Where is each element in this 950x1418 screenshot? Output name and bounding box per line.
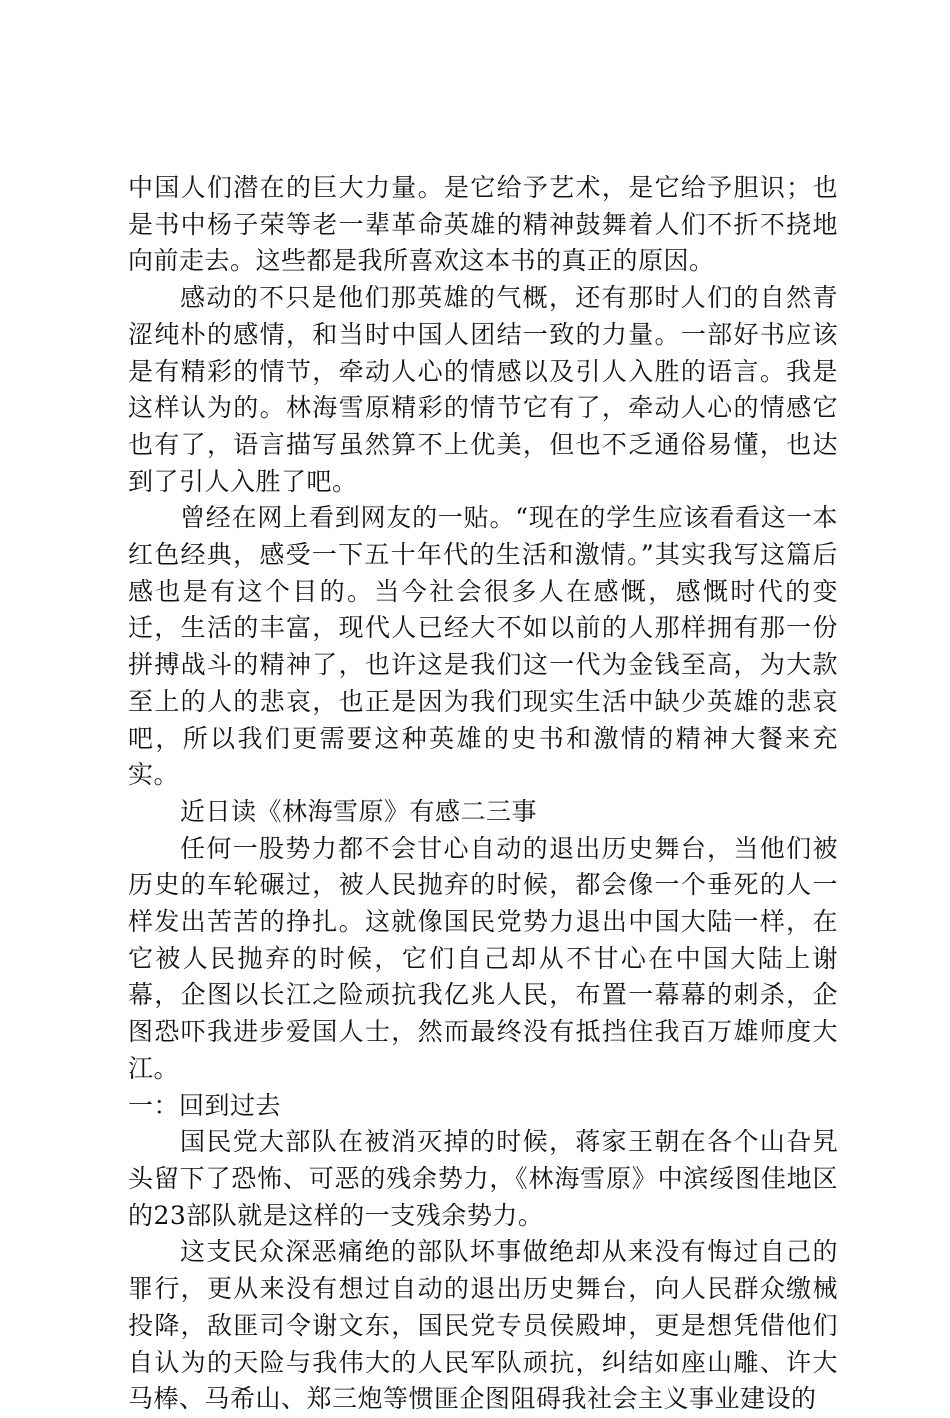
section-title: 近日读《林海雪原》有感二三事: [180, 796, 538, 826]
paragraph-history: 任何一股势力都不会甘心自动的退出历史舞台，当他们被历史的车轮碾过，被人民抛弃的时候，都会像一个垂死的人一样发出苦苦的挣扎。这就像国民党势力退出中国大陆一样，在它被人民抛弃的时候，它们自己却从不甘心在中国大陆上谢幕，企图以长江之险顽抗我亿兆人民，布置一幕幕的刺杀，企图恐吓我进步爱国人士，然而最终没有抵挡住我百万雄师度大江。: [128, 833, 838, 1083]
paragraph-emotion: 感动的不只是他们那英雄的气概，还有那时人们的自然青涩纯朴的感情，和当时中国人团结一致的力量。一部好书应该是有精彩的情节，牵动人心的情感以及引人入胜的语言。我是这样认为的。林海雪原精彩的情节它有了，牵动人心的情感它也有了，语言描写虽然算不上优美，但也不乏通俗易懂，也达到了引人入胜了吧。: [128, 283, 838, 496]
paragraph-continuation: 中国人们潜在的巨大力量。是它给予艺术，是它给予胆识；也是书中杨子荣等老一辈革命英雄的精神鼓舞着人们不折不挠地向前走去。这些都是我所喜欢这本书的真正的原因。: [128, 173, 838, 276]
document-body: [128, 170, 838, 1418]
paragraph-remnant-forces: 国民党大部队在被消灭掉的时候，蒋家王朝在各个山旮旯头留下了恐怖、可恶的残余势力，《林海雪原》中滨绥图佳地区的23部队就是这样的一支残余势力。: [128, 1127, 838, 1230]
paragraph-bandits: 这支民众深恶痛绝的部队坏事做绝却从来没有悔过自己的罪行，更从来没有想过自动的退出历史舞台，向人民群众缴械投降，敌匪司令谢文东，国民党专员侯殿坤，更是想凭借他们自认为的天险与我伟大的人民军队顽抗，纠结如座山雕、许大马棒、马希山、郑三炮等惯匪企图阻碍我社会主义事业建设的: [128, 1237, 838, 1414]
paragraph-online-post: 曾经在网上看到网友的一贴。“现在的学生应该看看这一本红色经典，感受一下五十年代的生活和激情。”其实我写这篇后感也是有这个目的。当今社会很多人在感慨，感慨时代的变迁，生活的丰富，现代人已经大不如以前的人那样拥有那一份拼搏战斗的精神了，也许这是我们这一代为金钱至高，为大款至上的人的悲哀，也正是因为我们现实生活中缺少英雄的悲哀吧，所以我们更需要这种英雄的史书和激情的精神大餐来充实。: [128, 503, 838, 790]
subsection-heading: 一：回到过去: [128, 1090, 282, 1120]
